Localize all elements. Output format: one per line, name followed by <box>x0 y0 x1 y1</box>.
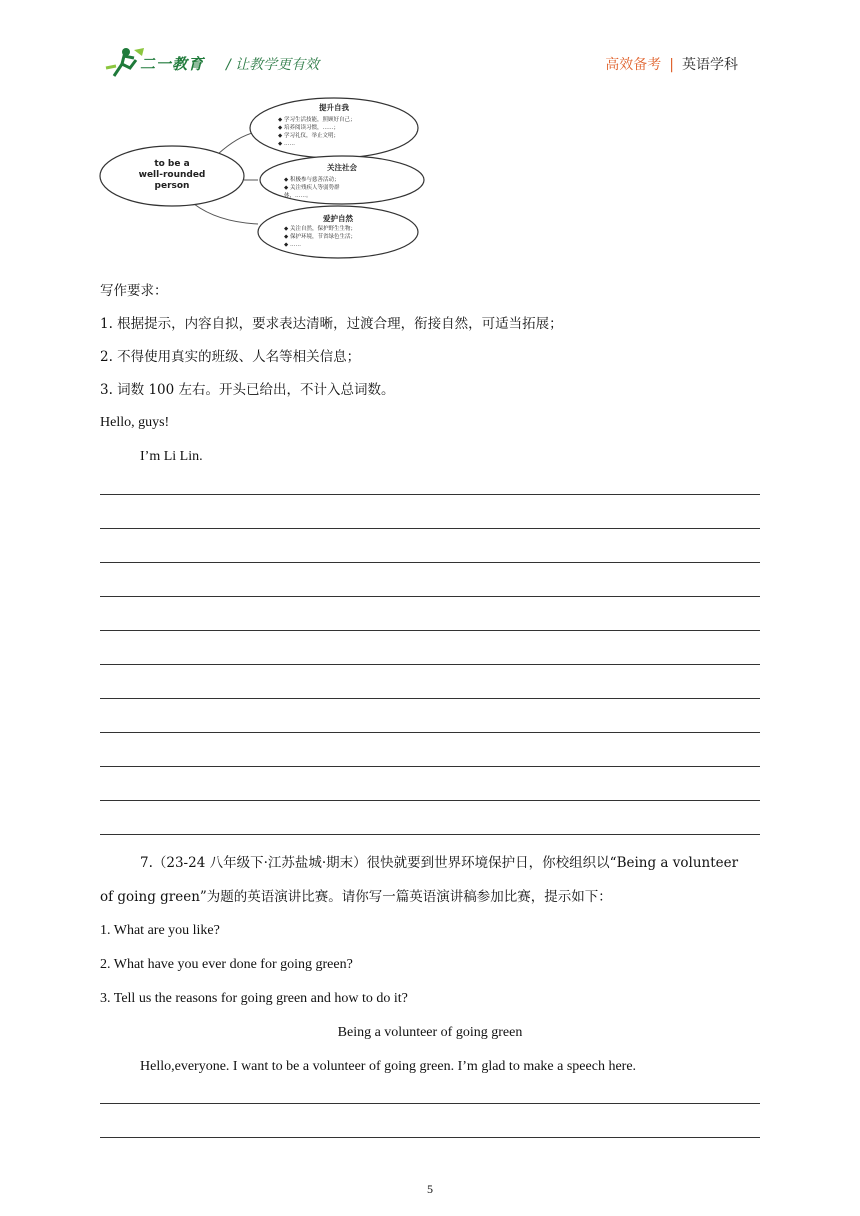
answer-line <box>100 562 760 563</box>
answer-line <box>100 596 760 597</box>
node-self-item: ◆ 学习礼仪，举止文明； <box>278 133 339 139</box>
question-7-prompt: 1. What are you like? <box>100 923 220 938</box>
node-nature-item: ◆ …… <box>284 242 301 248</box>
center-line-3: person <box>154 181 190 191</box>
answer-line <box>100 766 760 767</box>
answer-line <box>100 664 760 665</box>
node-self-title: 提升自我 <box>319 103 349 112</box>
requirements-heading: 写作要求： <box>100 283 168 299</box>
requirement-item: 2. 不得使用真实的班级、人名等相关信息； <box>100 349 361 365</box>
answer-line <box>100 528 760 529</box>
node-self-item: ◆ …… <box>278 141 295 147</box>
answer-line <box>100 732 760 733</box>
question-7-stem-cont: of going green”为题的英语演讲比赛。请你写一篇英语演讲稿参加比赛，提示如下： <box>100 889 612 905</box>
answer-line <box>100 698 760 699</box>
page-header <box>0 0 860 90</box>
answer-line <box>100 834 760 835</box>
answer-line <box>100 800 760 801</box>
node-nature-title: 爱护自然 <box>323 214 353 223</box>
mind-map-diagram <box>98 96 428 262</box>
header-slogan: / 让教学更有效 <box>226 57 320 73</box>
essay-opening-greeting: Hello, guys! <box>100 415 170 430</box>
speech-title: Being a volunteer of going green <box>337 1025 523 1040</box>
answer-line <box>100 630 760 631</box>
answer-line <box>100 1103 760 1104</box>
node-nature-item: ◆ 关注自然，保护野生生物； <box>284 226 356 232</box>
header-tag-exam: 高效备考 <box>605 57 662 73</box>
center-line-1: to be a <box>154 159 190 169</box>
header-tag-subject: 英语学科 <box>682 57 738 73</box>
requirement-item: 1. 根据提示，内容自拟，要求表达清晰，过渡合理，衔接自然，可适当拓展； <box>100 316 563 332</box>
logo-text: 二一教育 <box>140 55 205 73</box>
node-society-item: 体，……。 <box>284 193 312 199</box>
header-subject <box>605 54 738 74</box>
node-self-item: ◆ 培养阅读习惯，……； <box>278 125 339 131</box>
essay-opening-intro: I’m Li Lin. <box>140 449 203 464</box>
header-separator: | <box>669 57 674 73</box>
node-self-item: ◆ 学习生活技能，照顾好自己； <box>278 117 356 123</box>
speech-opening: Hello,everyone. I want to be a volunteer of going green. I’m glad to make a speech here. <box>140 1059 637 1074</box>
node-society-title: 关注社会 <box>327 163 357 172</box>
node-society-item: ◆ 关注残疾人等弱势群 <box>284 185 340 191</box>
question-7-prompt: 2. What have you ever done for going green? <box>100 957 353 972</box>
page-number: 5 <box>427 1182 433 1196</box>
node-nature-item: ◆ 保护环境，节省绿色生活； <box>284 234 356 240</box>
answer-line <box>100 1137 760 1138</box>
node-society-item: ◆ 积极参与慈善活动； <box>284 177 340 183</box>
question-7-stem: 7.（23-24 八年级下·江苏盐城·期末）很快就要到世界环境保护日，你校组织以“Being a volunteer <box>140 855 739 871</box>
requirement-item: 3. 词数 100 左右。开头已给出，不计入总词数。 <box>100 382 395 398</box>
question-7-prompt: 3. Tell us the reasons for going green and how to do it? <box>100 991 408 1006</box>
answer-line <box>100 494 760 495</box>
center-line-2: well-rounded <box>138 170 206 180</box>
